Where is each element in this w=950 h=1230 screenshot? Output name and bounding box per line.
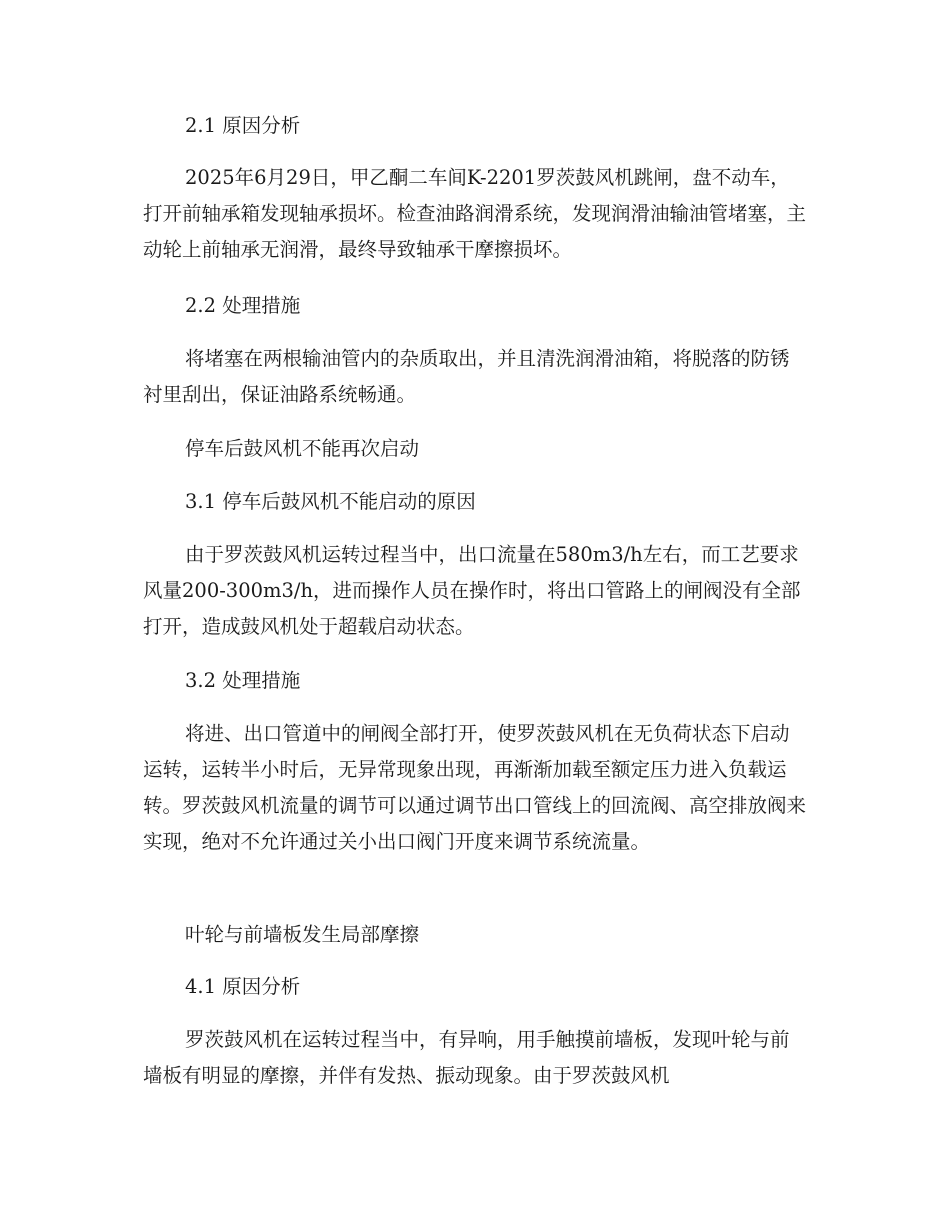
paragraph-3-2-measures: 将进、出口管道中的闸阀全部打开，使罗茨鼓风机在无负荷状态下启动运转，运转半小时后，无异常现象出现，再渐渐加载至额定压力进入负载运转。罗茨鼓风机流量的调节可以通过调节出口管线上的回流阀、高空排放阀来实现，绝对不允许通过关小出口阀门开度来调节系统流量。	[143, 722, 807, 853]
paragraph-4-1-cause: 罗茨鼓风机在运转过程当中，有异响，用手触摸前墙板，发现叶轮与前墙板有明显的摩擦，并伴有发热、振动现象。由于罗茨鼓风机	[143, 1028, 790, 1087]
paragraph-3-1-cause: 由于罗茨鼓风机运转过程当中，出口流量在580m3/h左右，而工艺要求风量200-300m3/h，进而操作人员在操作时，将出口管路上的闸阀没有全部打开，造成鼓风机处于超载启动状态。	[143, 543, 801, 638]
section-heading-3-1: 3.1 停车后鼓风机不能启动的原因	[185, 490, 476, 513]
section-heading-4: 叶轮与前墙板发生局部摩擦	[185, 923, 420, 946]
paragraph-2-1-cause-analysis: 2025年6月29日，甲乙酮二车间K-2201罗茨鼓风机跳闸，盘不动车，打开前轴承箱发现轴承损坏。检查油路润滑系统，发现润滑油输油管堵塞，主动轮上前轴承无润滑，最终导致轴承干摩擦损坏。	[143, 166, 807, 261]
section-heading-3-2: 3.2 处理措施	[185, 669, 301, 692]
paragraph-2-2-measures: 将堵塞在两根输油管内的杂质取出，并且清洗润滑油箱，将脱落的防锈衬里刮出，保证油路系统畅通。	[143, 347, 790, 406]
section-heading-2-2: 2.2 处理措施	[185, 294, 301, 317]
section-heading-3: 停车后鼓风机不能再次启动	[185, 437, 420, 460]
section-heading-2-1: 2.1 原因分析	[185, 114, 301, 137]
section-heading-4-1: 4.1 原因分析	[185, 975, 301, 998]
